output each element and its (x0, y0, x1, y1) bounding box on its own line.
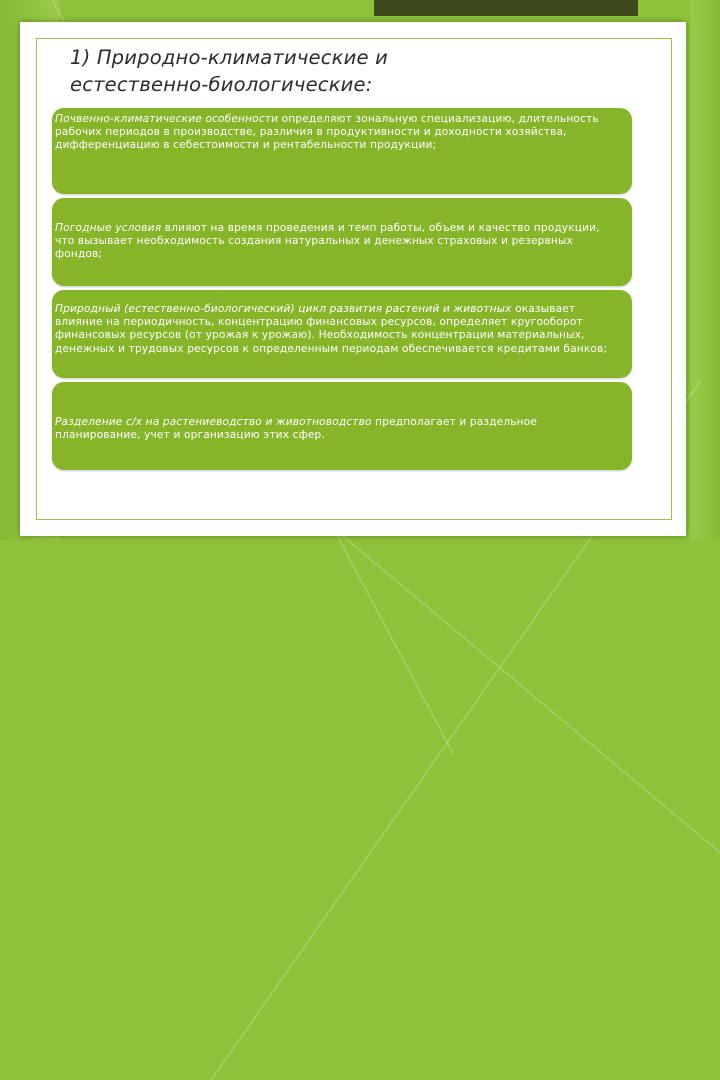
content-block-division (52, 382, 632, 470)
content-block-soil-climate (52, 108, 632, 194)
block-text (55, 303, 622, 356)
block-text (55, 416, 622, 442)
block-lead: Природный (естественно-биологический) цикл развития растений и животных (55, 303, 512, 315)
block-body: влияют на время проведения и темп работы, объем и качество продукции, что вызывает необходимость создания натуральных и денежных страховых и резервных фондов; (55, 222, 600, 261)
block-lead: Погодные условия (55, 222, 162, 234)
block-body: предполагает и раздельное планирование, учет и организацию этих сфер. (55, 416, 538, 442)
content-block-weather (52, 198, 632, 286)
slide-title-line-2: естественно-биологические: (70, 73, 373, 96)
block-lead: Разделение с/х на растениеводство и животноводство (55, 416, 372, 428)
accent-bar (374, 0, 638, 16)
content-block-natural-cycle (52, 290, 632, 378)
block-body: оказывает влияние на периодичность, концентрацию финансовых ресурсов, определяет кругооборот финансовых ресурсов (от урожая к урожаю). Необходимость концентрации материальных, денежных и трудовых ресурсов к определенным периодам обеспечивается кредитами банков; (55, 303, 608, 355)
slide-title (70, 44, 590, 98)
background-stripe-right (690, 0, 720, 540)
block-body: определяют зональную специализацию, длительность рабочих периодов в производстве, различия в продуктивности и доходности хозяйства, дифференциацию в себестоимости и рентабельности продукции; (55, 113, 599, 152)
block-lead: Почвенно-климатические особенности (55, 113, 279, 125)
block-text (55, 113, 622, 153)
block-text (55, 222, 622, 262)
slide-title-line-1: 1) Природно-климатические и (70, 46, 388, 69)
